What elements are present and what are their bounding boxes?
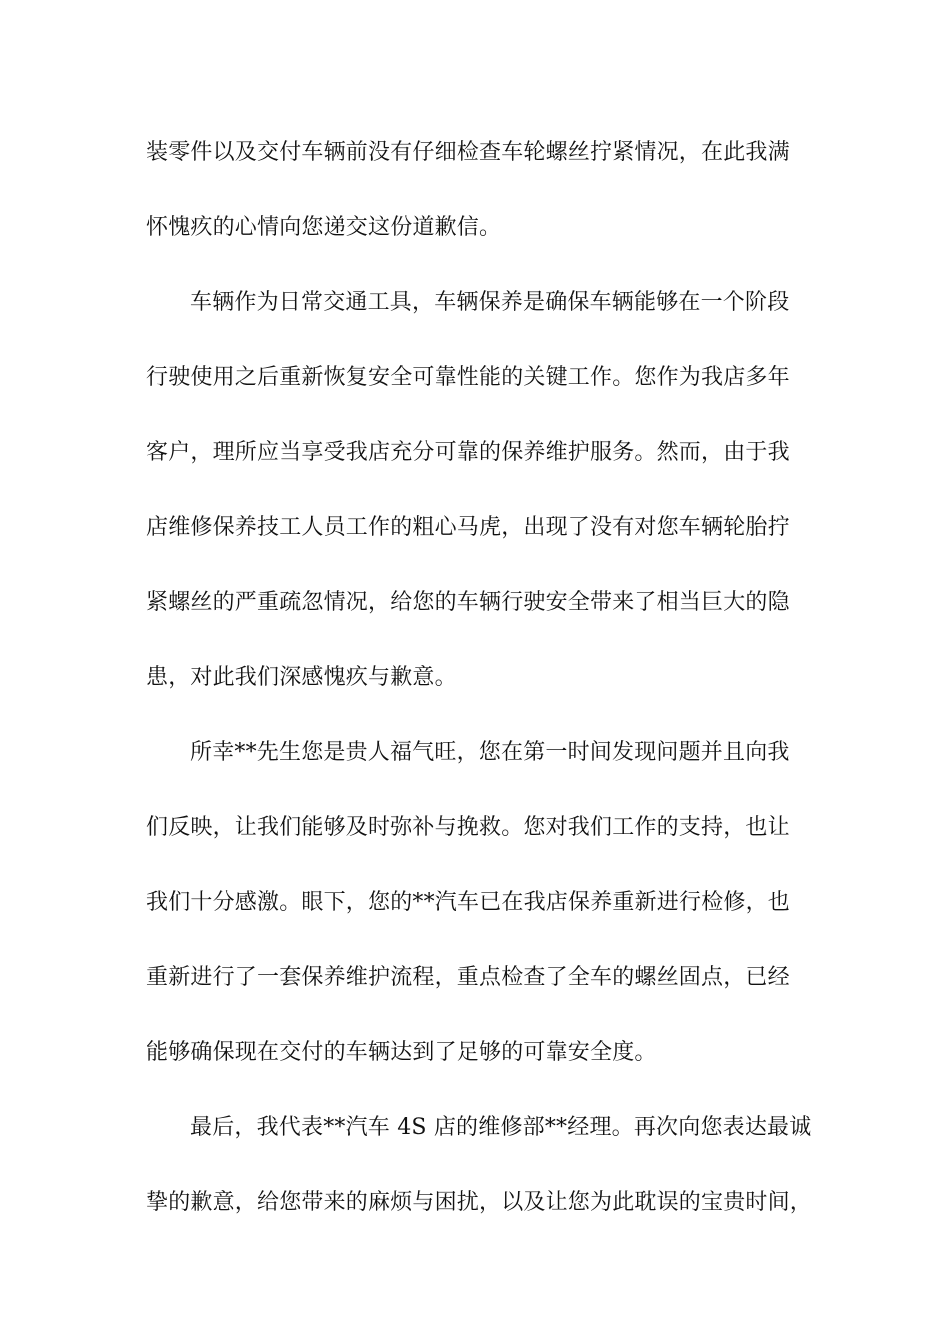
text-line: 患，对此我们深感愧疚与歉意。 [146,665,457,690]
text-line: 能够确保现在交付的车辆达到了足够的可靠安全度。 [146,1040,657,1065]
text-line: 挚的歉意，给您带来的麻烦与困扰，以及让您为此耽误的宝贵时间， [146,1190,813,1215]
text-line: 店维修保养技工人员工作的粗心马虎，出现了没有对您车辆轮胎拧 [146,515,790,540]
text-line: 们反映，让我们能够及时弥补与挽救。您对我们工作的支持，也让 [146,815,790,840]
text-line: 客户，理所应当享受我店充分可靠的保养维护服务。然而，由于我 [146,440,790,465]
text-line: 最后，我代表**汽车 4S 店的维修部**经理。再次向您表达最诚 [190,1115,812,1140]
letter-body [146,128,813,1253]
text-line: 我们十分感激。眼下，您的**汽车已在我店保养重新进行检修，也 [146,890,791,915]
text-line: 车辆作为日常交通工具，车辆保养是确保车辆能够在一个阶段 [190,290,790,315]
text-line: 紧螺丝的严重疏忽情况，给您的车辆行驶安全带来了相当巨大的隐 [146,590,790,615]
text-line: 重新进行了一套保养维护流程，重点检查了全车的螺丝固点，已经 [146,965,790,990]
text-line: 所幸**先生您是贵人福气旺，您在第一时间发现问题并且向我 [190,740,790,765]
text-line: 装零件以及交付车辆前没有仔细检查车轮螺丝拧紧情况，在此我满 [146,140,790,165]
text-line: 行驶使用之后重新恢复安全可靠性能的关键工作。您作为我店多年 [146,365,790,390]
text-line: 怀愧疚的心情向您递交这份道歉信。 [146,215,502,240]
